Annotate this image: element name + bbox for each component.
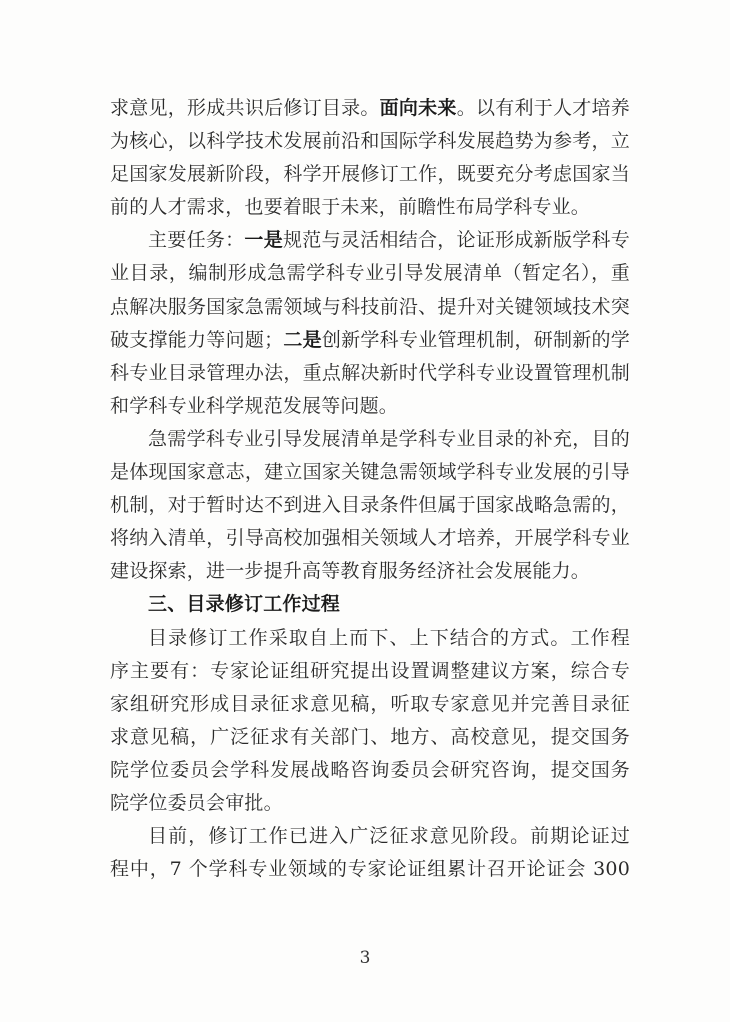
paragraph-2-line-2: 业目录，编制形成急需学科专业引导发展清单（暂定名），重 bbox=[110, 262, 630, 285]
paragraph-5-line-1: 目前，修订工作已进入广泛征求意见阶段。前期论证过 bbox=[148, 825, 630, 848]
paragraph-2-line-3: 点解决服务国家急需领域与科技前沿、提升对关键领域技术突 bbox=[110, 295, 630, 318]
paragraph-1-line-3: 足国家发展新阶段，科学开展修订工作，既要充分考虑国家当 bbox=[110, 163, 630, 186]
paragraph-4-line-3: 家组研究形成目录征求意见稿，听取专家意见并完善目录征 bbox=[110, 692, 630, 715]
section-heading: 三、目录修订工作过程 bbox=[148, 593, 341, 616]
text-span: 破支撑能力等问题； bbox=[110, 328, 284, 351]
paragraph-2-line-4 bbox=[110, 324, 630, 357]
paragraph-1-line-4: 前的人才需求，也要着眼于未来，前瞻性布局学科专业。 bbox=[110, 196, 591, 219]
paragraph-3-line-3: 机制，对于暂时达不到进入目录条件但属于国家战略急需的， bbox=[110, 494, 630, 517]
text-span: 创新学科专业管理机制，研制新的学 bbox=[321, 328, 630, 351]
paragraph-2-line-5: 科专业目录管理办法，重点解决新时代学科专业设置管理机制 bbox=[110, 361, 630, 384]
text-span: 规范与灵活相结合，论证形成新版学科专 bbox=[283, 229, 630, 252]
paragraph-2-line-1 bbox=[110, 224, 630, 257]
text-span: 主要任务： bbox=[148, 229, 245, 252]
paragraph-4-line-6: 院学位委员会审批。 bbox=[110, 791, 283, 814]
bold-phrase-first: 一是 bbox=[244, 229, 283, 252]
paragraph-3-line-2: 是体现国家意志，建立国家关键急需领域学科专业发展的引导 bbox=[110, 461, 630, 484]
text-span: 求意见，形成共识后修订目录。 bbox=[110, 97, 380, 119]
paragraph-4-line-4: 求意见稿，广泛征求有关部门、地方、高校意见，提交国务 bbox=[110, 725, 630, 748]
paragraph-4-line-1: 目录修订工作采取自上而下、上下结合的方式。工作程 bbox=[148, 626, 630, 649]
paragraph-3-line-4: 将纳入清单，引导高校加强相关领域人才培养，开展学科专业 bbox=[110, 527, 630, 550]
paragraph-1-line-1 bbox=[110, 92, 630, 125]
bold-phrase-second: 二是 bbox=[283, 328, 322, 351]
text-span: 。以有利于人才培养 bbox=[456, 97, 630, 119]
paragraph-3-line-1: 急需学科专业引导发展清单是学科专业目录的补充，目的 bbox=[148, 427, 630, 450]
page-content bbox=[110, 92, 630, 886]
paragraph-4-line-2: 序主要有：专家论证组研究提出设置调整建议方案，综合专 bbox=[110, 659, 630, 682]
page-number: 3 bbox=[359, 948, 371, 968]
bold-phrase-face-future: 面向未来 bbox=[379, 97, 457, 119]
paragraph-1-line-2: 为核心，以科学技术发展前沿和国际学科发展趋势为参考，立 bbox=[110, 130, 630, 153]
paragraph-4-line-5: 院学位委员会学科发展战略咨询委员会研究咨询，提交国务 bbox=[110, 758, 630, 781]
paragraph-5-line-2: 程中，7 个学科专业领域的专家论证组累计召开论证会 300 bbox=[110, 858, 630, 881]
paragraph-2-line-6: 和学科专业科学规范发展等问题。 bbox=[110, 394, 399, 417]
paragraph-3-line-5: 建设探索，进一步提升高等教育服务经济社会发展能力。 bbox=[110, 560, 591, 583]
